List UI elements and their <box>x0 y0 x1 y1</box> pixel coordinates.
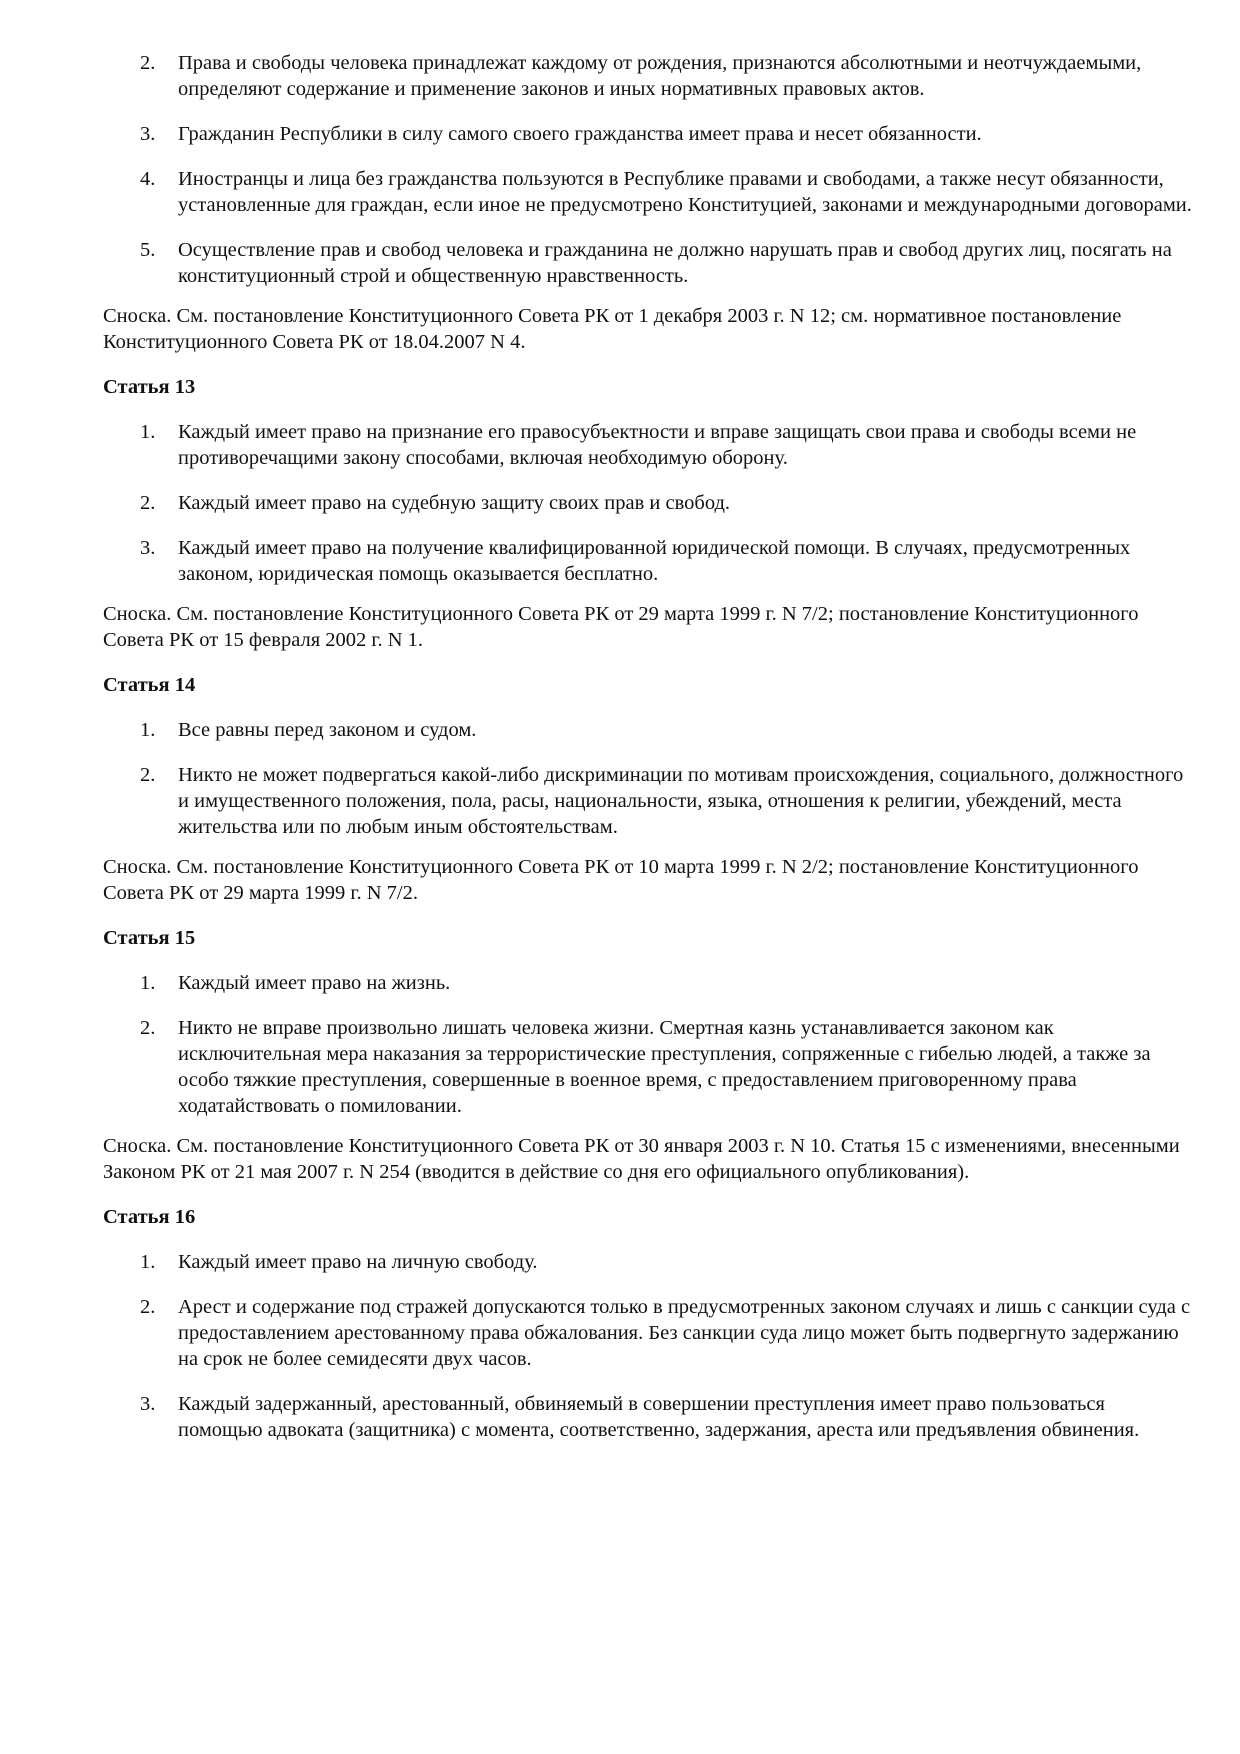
item-number: 2. <box>140 1017 156 1039</box>
item-number: 2. <box>140 492 156 514</box>
item-number: 5. <box>140 239 156 261</box>
article-heading: Статья 14 <box>103 674 196 696</box>
item-text: Каждый имеет право на личную свободу. <box>178 1251 538 1273</box>
item-number: 2. <box>140 52 156 74</box>
item-number: 4. <box>140 168 156 190</box>
item-text: Каждый имеет право на получение квалифицированной юридической помощи. В случаях, предусмотренных законом, юридическая помощь оказывается бесплатно. <box>178 537 1131 585</box>
item-text: Осуществление прав и свобод человека и гражданина не должно нарушать прав и свобод других лиц, посягать на конституционный строй и общественную нравственность. <box>178 239 1172 287</box>
item-number: 3. <box>140 537 156 559</box>
item-text: Гражданин Республики в силу самого своего гражданства имеет права и несет обязанности. <box>178 123 982 145</box>
item-number: 1. <box>140 972 156 994</box>
item-number: 1. <box>140 719 156 741</box>
item-number: 1. <box>140 421 156 443</box>
article-heading: Статья 13 <box>103 376 196 398</box>
list-item <box>103 1015 1193 1119</box>
list-item <box>103 50 1193 102</box>
item-text: Каждый имеет право на признание его правосубъектности и вправе защищать свои права и свободы всеми не противоречащими закону способами, включая необходимую оборону. <box>178 421 1137 469</box>
item-text: Каждый имеет право на судебную защиту своих прав и свобод. <box>178 492 731 514</box>
item-text: Все равны перед законом и судом. <box>178 719 477 741</box>
item-number: 3. <box>140 1393 156 1415</box>
list-item <box>103 535 1193 587</box>
item-number: 2. <box>140 764 156 786</box>
list-item <box>103 1294 1193 1372</box>
list-item <box>103 1391 1193 1443</box>
footnote: Сноска. См. постановление Конституционного Совета РК от 29 марта 1999 г. N 7/2; постановление Конституционного Совета РК от 15 февраля 2002 г. N 1. <box>103 603 1139 651</box>
item-number: 1. <box>140 1251 156 1273</box>
list-item <box>103 419 1193 471</box>
list-item <box>103 237 1193 289</box>
list-item <box>103 970 1193 996</box>
article-heading: Статья 15 <box>103 927 196 949</box>
list-item <box>103 166 1193 218</box>
footnote: Сноска. См. постановление Конституционного Совета РК от 10 марта 1999 г. N 2/2; постановление Конституционного Совета РК от 29 марта 1999 г. N 7/2. <box>103 856 1139 904</box>
item-text: Каждый задержанный, арестованный, обвиняемый в совершении преступления имеет право пользоваться помощью адвоката (защитника) с момента, соответственно, задержания, ареста или предъявления обвинения. <box>178 1393 1140 1441</box>
article-heading: Статья 16 <box>103 1206 196 1228</box>
list-item <box>103 1249 1193 1275</box>
item-text: Никто не может подвергаться какой-либо дискриминации по мотивам происхождения, социального, должностного и имущественного положения, пола, расы, национальности, языка, отношения к религии, убеждений, места жительства или по любым иным обстоятельствам. <box>178 764 1184 838</box>
item-text: Права и свободы человека принадлежат каждому от рождения, признаются абсолютными и неотчуждаемыми, определяют содержание и применение законов и иных нормативных правовых актов. <box>178 52 1142 100</box>
list-item <box>103 762 1193 840</box>
list-item <box>103 717 1193 743</box>
item-text: Арест и содержание под стражей допускаются только в предусмотренных законом случаях и лишь с санкции суда с предоставлением арестованному права обжалования. Без санкции суда лицо может быть подвергнуто задержанию на срок не более семидесяти двух часов. <box>178 1296 1191 1370</box>
list-item <box>103 121 1193 147</box>
item-text: Никто не вправе произвольно лишать человека жизни. Смертная казнь устанавливается законом как исключительная мера наказания за террористические преступления, сопряженные с гибелью людей, а также за особо тяжкие преступления, совершенные в военное время, с предоставлением приговоренному права ходатайствовать о помиловании. <box>178 1017 1151 1117</box>
item-number: 2. <box>140 1296 156 1318</box>
list-item <box>103 490 1193 516</box>
item-text: Иностранцы и лица без гражданства пользуются в Республике правами и свободами, а также несут обязанности, установленные для граждан, если иное не предусмотрено Конституцией, законами и международными договорами. <box>178 168 1192 216</box>
document-page <box>103 50 1193 1462</box>
item-number: 3. <box>140 123 156 145</box>
footnote: Сноска. См. постановление Конституционного Совета РК от 1 декабря 2003 г. N 12; см. нормативное постановление Конституционного Совета РК от 18.04.2007 N 4. <box>103 305 1122 353</box>
footnote: Сноска. См. постановление Конституционного Совета РК от 30 января 2003 г. N 10. Статья 15 с изменениями, внесенными Законом РК от 21 мая 2007 г. N 254 (вводится в действие со дня его официального опубликования). <box>103 1135 1180 1183</box>
item-text: Каждый имеет право на жизнь. <box>178 972 451 994</box>
